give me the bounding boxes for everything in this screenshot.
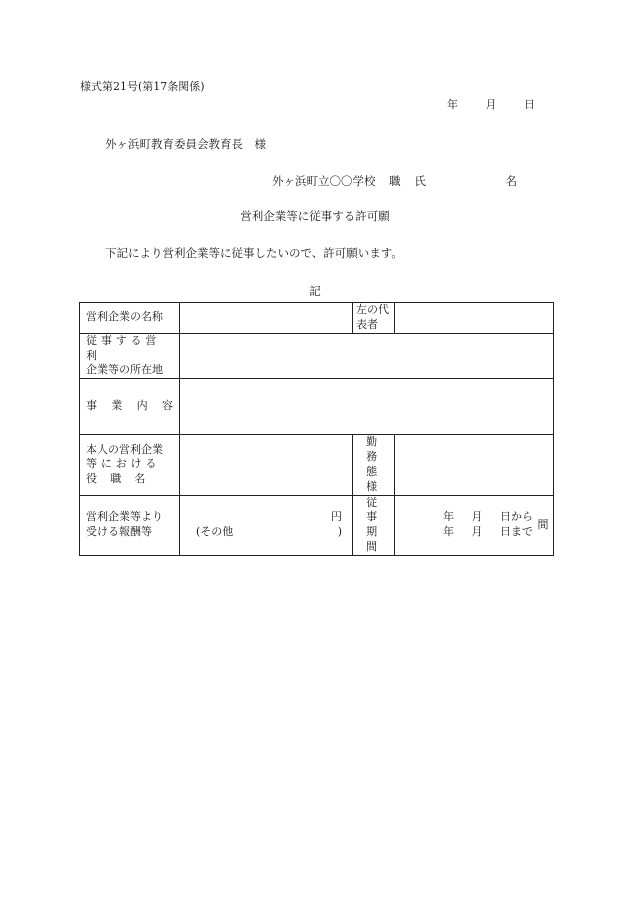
date-line [447,99,535,110]
table-row [80,303,554,334]
addressee: 外ヶ浜町教育委員会教育長 様 [105,137,266,151]
application-table [79,302,554,556]
form-number: 様式第21号(第17条関係) [80,80,205,93]
representative-label: 左の代表者 [353,303,395,334]
table-row [80,435,554,495]
representative-value[interactable] [395,303,554,334]
period-to: 年 月 日まで [443,525,533,539]
kan-label: 間 [537,517,549,531]
applicant-name-label-2: 名 [505,174,517,188]
business-value[interactable] [180,379,554,435]
date-year-label: 年 [447,98,458,111]
applicant-name-label-1: 氏 [414,174,426,188]
company-name-value[interactable] [180,303,353,334]
body-text: 下記により営利企業等に従事したいので、許可願います。 [105,246,403,260]
document-title: 営利企業等に従事する許可願 [240,209,390,223]
table-row [80,495,554,555]
table-row [80,379,554,435]
position-value[interactable] [180,435,353,495]
work-style-label: 勤務 態様 [353,435,395,495]
work-style-value[interactable] [395,435,554,495]
yen-unit: 円 [331,510,342,524]
period-label: 従事 期間 [353,495,395,555]
period-value[interactable] [395,495,554,555]
location-label: 従事する営利 企業等の所在地 [80,333,180,379]
table-row [80,333,554,379]
period-from: 年 月 日から [443,510,533,524]
business-label: 事 業 内 容 [80,379,180,435]
position-label: 本人の営利企業 等における 役 職 名 [80,435,180,495]
applicant-school: 外ヶ浜町立〇〇学校 [272,174,376,188]
date-month-label: 月 [485,98,497,111]
other-open: (その他 [196,525,234,539]
company-name-label: 営利企業の名称 [80,303,180,334]
date-day-label: 日 [524,98,535,111]
compensation-label: 営利企業等より 受ける報酬等 [80,495,180,555]
compensation-value[interactable] [180,495,353,555]
applicant-position-label: 職 [389,174,401,188]
location-value[interactable] [180,333,554,379]
applicant-line [272,176,517,188]
other-close: ) [337,525,342,539]
ki-heading: 記 [309,284,321,298]
